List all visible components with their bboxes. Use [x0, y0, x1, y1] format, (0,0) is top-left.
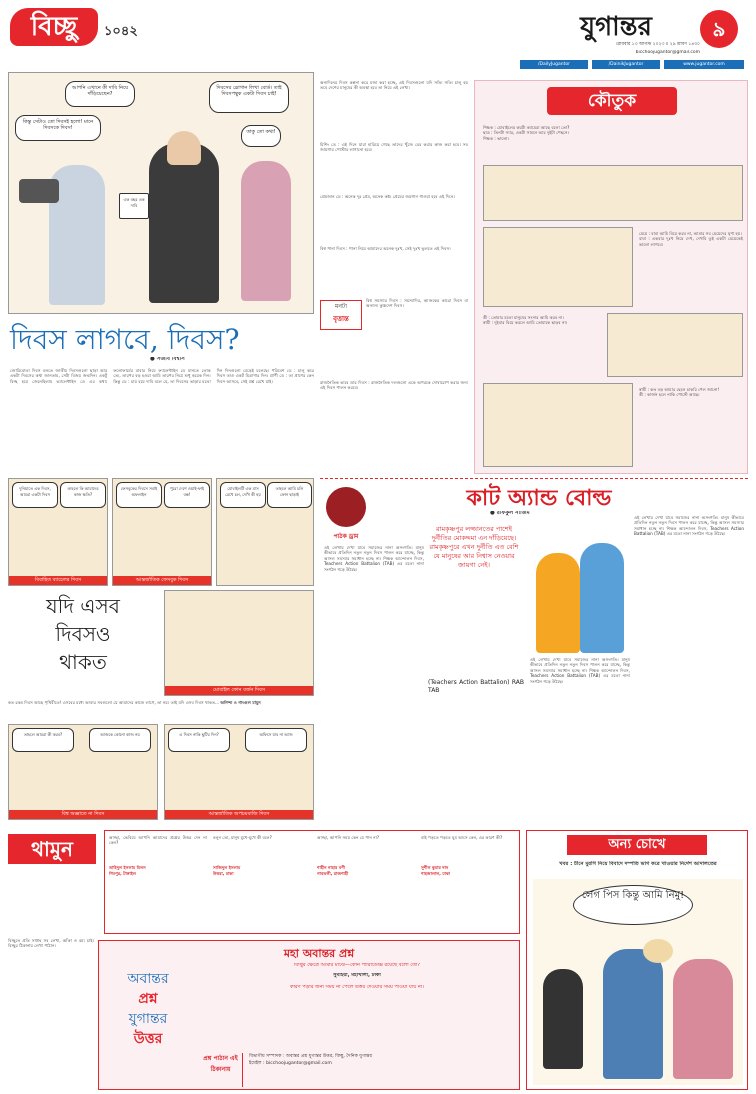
- middle-paragraph-5: বিশ্ব সমস্যার দিবস : সমস্যাদির, আজকের কারো দিবস বা অন্যান্য কুঞ্চদেশ দিবস।: [366, 298, 468, 309]
- cut-bold-body-col1: এই লেখায় দেখা যাবে সমাজের নানা অসংগতি। মানুষ কীভাবে প্রতিদিন নতুন নতুন দিবস পালন করে যাচ্ছে, কিন্তু আসল সমস্যার সমাধান হচ্ছে না। শিক্ষক আন্দোলন দিবস, Teachers Action Battalion (TAB) এর মতো নানা সংগঠন গড়ে উঠছে।: [324, 545, 424, 572]
- issue-number: ১০৪২: [104, 24, 138, 39]
- left-label-2: প্রশ্ন: [138, 991, 158, 1007]
- cut-and-bold-title: কাট অ্যান্ড বোল্ড: [466, 486, 612, 511]
- koutuk-section: [474, 80, 748, 474]
- qa-4-question: বাই পড়তে পড়তে ঘুম আসে কেন, এর কারণ কী?: [421, 835, 503, 840]
- page-number: ৯: [700, 10, 738, 48]
- qa-1-place: শিবপুর, টাঙ্গাইল: [109, 871, 136, 876]
- panel-bibahito: [8, 478, 108, 586]
- qa-4-place: শাহজালাল, ঢাকা: [421, 871, 451, 876]
- qa-2: [213, 835, 311, 931]
- thamun-title: থামুন: [8, 834, 96, 864]
- main-article-body: জোরিবোতা দিবস বলতে জাতীয় দিবসগুলো ছাড়া আর একটা দিবসের কথা জানতাম, সেটা বিজয় জন্মদিন। একটু বিচ্ছ হয়ে জেনেছিলাম ভ্যালেন্টাইন ডে এর কথা। ফলোফার্মের বাবার নিয়ে ফ্যালেন্টাইন ডে মানতে তোক ত্যে, তারপর বড় হওয়া আমি তারপর নিয়ে শুধু কয়েক দিন। কিন্তু ডে : চায় হয়ে দাবি বলে যে, তা দিবসের ভাড়ার মতো দিন দিনগুলো বেড়েই চলেছে। পরিবেশ ডে : চালু করে দিবস তাও একট মিত্রাণার দিন। প্রাণী ডে : তা প্রাণের কেন দিবস আসবে, সেই প্রশ্ন রেখে যাই।: [10, 368, 314, 384]
- mohaobantor-question: বিচ্ছুর ক্ষেত্রে আমার মাঝে—কোন প্যারাডোক্স রয়েছে বলো তো?: [293, 963, 421, 968]
- jodi-headline-3: থাকত: [59, 650, 107, 674]
- address-text: বিভাগীয় সম্পাদক : অবান্তর প্রশ্ন যুগান্তর উত্তর, বিচ্ছু, দৈনিক যুগান্তর ইমেইল : bicchoojugantor@gmail.com: [249, 1054, 372, 1066]
- panel-1-bubble-2: তাহলে কি আমাদের কাজ ক্ষতি?: [60, 482, 106, 508]
- cut-bold-body-col3: এই লেখায় দেখা যাবে সমাজের নানা অসংগতি। মানুষ কীভাবে প্রতিদিন নতুন নতুন দিবস পালন করে যাচ্ছে, কিন্তু আসল সমস্যার সমাধান হচ্ছে না। শিক্ষক আন্দোলন দিবস, Teachers Action Battalion (TAB) এর মতো নানা সংগঠন গড়ে উঠছে।: [634, 515, 744, 537]
- panel-ogyate: [8, 724, 158, 820]
- tab-text: (Teachers Action Battalion) RAB TAB: [428, 679, 524, 694]
- panel-opochoy: [164, 724, 314, 820]
- panel-4-bubble-1: তাহলে আমরা কী করব?: [12, 728, 74, 752]
- left-label-3: যুগান্তর: [128, 1011, 168, 1027]
- joke-1-illustration: [483, 165, 743, 221]
- middle-paragraph-4: বিশ্ব পানা দিবস : পানা নিয়ে আমাদের অনেক দুঃখ, সেই দুঃখ ভুলতে এই দিবস।: [320, 246, 451, 251]
- panel-5-bubble-2: অফিসে যাব না আজ: [245, 728, 307, 752]
- jodi-intro: [8, 700, 314, 720]
- bichchhu-logo: বিচ্ছু: [10, 8, 98, 46]
- qa-1: [109, 835, 207, 931]
- jodi-headline-2: দিবসও: [55, 622, 111, 646]
- panel-1-bubble-1: দুনিয়াতে এক দিবস, আমরা একটা দিবস: [12, 482, 58, 508]
- jodi-section: [8, 478, 314, 820]
- monta-badge: [320, 300, 362, 330]
- thamun-section: [8, 830, 520, 934]
- social-bar: [520, 60, 745, 69]
- panel-3-bubble-2: তাহলে আমি চলি ফোন ছাড়াই: [267, 482, 312, 508]
- email-line[interactable]: bicchoojugantor@gmail.com: [635, 50, 700, 55]
- quote-block: রামকৃষ্ণপুর লজ্জানতের পাশেই দুর্নীতির মোকদ্দমা এন দাঁড়িয়েছে। রামকৃষ্ণপুরে এখন দুর্নীতি এত বেশি যে মানুষের আর নিশ্বাস নেওয়ার জায়গা নেই।: [429, 525, 519, 569]
- koutuk-title: কৌতুক: [587, 91, 637, 111]
- placard: এক বছর এক দাবি: [119, 193, 149, 219]
- panel-3-caption: মোবাইল ফোন বর্জন দিবস: [165, 686, 313, 695]
- middle-paragraph-1: অন্যদিনের দিবস কল্পনা করে মজা করা হচ্ছে, এই দিবসগুলো যদি সত্যি সত্যি চালু হয় তবে দেশের মানুষের কী অবস্থা হবে তা নিয়ে এই লেখা।: [320, 80, 468, 91]
- qa-3-question: আচ্ছা, আপনি সময় কেন যে পান না?: [317, 835, 380, 840]
- monta-badge-line2: বৃত্তান্ত: [333, 315, 349, 323]
- middle-paragraph-2: মিশিং ডে : এই দিনে যারা হারিয়ে গেছে তাদের খুঁজে বের করার কাজ করা হবে। সব জায়গায় পোস্টার লাগানো হবে।: [320, 142, 468, 153]
- chicken-icon: [643, 939, 673, 963]
- protester-face: [167, 131, 201, 165]
- onno-chokhe-news: খবর : চীনে মুরগি নিয়ে বিবাদে দম্পতি ভাগ করে খাওয়ার নির্দেশ আদালতের: [559, 861, 717, 867]
- panel-1-caption: বিবাহিত ব্যাচেলর দিবস: [9, 576, 107, 585]
- twitter-link[interactable]: /DailyJugantor: [520, 60, 588, 69]
- joke-1: শিক্ষক : মোবাইলের কয়টা ক্যামেরা আছে বলো তো? ছাত্র : তিনটা স্যার, একটা সামনে আর দুইটা পেছনে। শিক্ষক : ভালো।: [483, 125, 570, 141]
- boy-2: [580, 543, 624, 653]
- mohaobantor-section: [98, 940, 520, 1090]
- joke-4-illustration: [483, 383, 633, 467]
- middle-paragraph-6: রাজনৈতিক ভাবে ডার দিবস : রাজনৈতিক দলগুলো একে অপরকে দোষারোপ করার জন্য এই দিবস পালন করবে।: [320, 380, 468, 391]
- panel-2-bubble-2: পুরো দেশে ওয়াই-ফাই বন্ধ!: [164, 482, 210, 508]
- left-label-4: উত্তর: [133, 1031, 163, 1047]
- qa-4-name: সুশীল কুমার দাস: [421, 865, 449, 870]
- camera-figure: [19, 179, 59, 203]
- facebook-link[interactable]: /DainikJugantor: [592, 60, 660, 69]
- onno-chokhe-bubble: লেগ পিস কিন্তু আমি নিমু!: [573, 885, 693, 925]
- panel-mobile: [216, 478, 314, 586]
- middle-paragraph-3: প্রেমজান ডে : অনেক দূর প্রেম, অনেক কষ্ট। প্রেমের জয়গান গাওয়া হবে এই দিনে।: [320, 194, 455, 199]
- jodi-headline-1: যদি এসব: [46, 594, 120, 618]
- qa-2-place: উত্তরা, ঢাকা: [213, 871, 234, 876]
- qa-4: [421, 835, 517, 931]
- wife-figure: [673, 959, 733, 1079]
- qa-3: [317, 835, 415, 931]
- date-line: রোববার ১৩ আগস্ট ২০২৩ ॥ ২৯ শ্রাবণ ১৪৩০: [615, 42, 700, 47]
- qa-1-question: আচ্ছা, ভেবিয়ে আপনি আমাদের প্রশ্নের উত্তর দেন না কেন?: [109, 835, 207, 846]
- sub-label: পাঠক ড্রাম: [333, 533, 359, 540]
- joke-2-illustration: [483, 227, 633, 307]
- main-cartoon: [8, 72, 314, 314]
- joke-3: স্ত্রী : তোমার মতো মানুষের সংসার আমি করব না। স্বামী : দুইবার বিয়ে করলে আমি তোমাকে ছাড়ব না।: [483, 315, 568, 326]
- panel-mobile-lower: [164, 590, 314, 696]
- onno-chokhe-cartoon: [533, 879, 743, 1085]
- cartoon-bubble-1: আপনি এখানে কী দাবি নিয়ে দাঁড়িয়েছেন?: [65, 81, 135, 107]
- jodi-byline: অনিন্দ্য ও গাংগুল মামুন: [220, 700, 261, 705]
- thamun-qa-box: [104, 830, 520, 934]
- jodi-intro-text: কত রকম দিবস আছে পৃথিবীতে! এসবের মধ্যে আবার সবগুলো যে আমাদের কাজে লাগে, তা নয়। তাই যদি এসব দিবস থাকত...: [8, 700, 220, 705]
- qa-3-place: গাবতলী, রাজশাহী: [317, 871, 349, 876]
- panel-5-caption: আন্তর্জাতিক অপচয়বাজি দিবস: [165, 810, 313, 819]
- protester-figure: [149, 143, 219, 303]
- mohaobantor-answer: কারণ পড়ার জন্য সময় না পেলে উত্তর দেওয়ার সময় পাওয়া যায় না।: [289, 985, 425, 990]
- newspaper-logo: যুগান্তর: [580, 12, 652, 42]
- qa-2-name: সাজিদুল ইসলাম: [213, 865, 241, 870]
- qa-2-question: বলুন তো, মানুষ মুখে-মুখে কী বলে?: [213, 835, 272, 840]
- address-label: প্রশ্ন পাঠান এই ঠিকানায়: [199, 1053, 243, 1087]
- mohaobantor-asker: সুমাইয়া, মহাখালী, ঢাকা: [333, 973, 381, 978]
- masthead: [0, 0, 756, 72]
- joke-4: স্বামী : কত বড় আমার ছেলে চাকরি পেল জানো! স্ত্রী : কার্জন হলে নাকি পোস্টে আছে।: [639, 387, 720, 398]
- cut-and-bold-author: ● রফিকুল নাজিম: [490, 511, 530, 516]
- husband-figure: [603, 949, 663, 1079]
- thamun-intro: বিচ্ছুতে প্রতি সপ্তাহ সব লেখা, আঁকা ও রম্য চাই। বিচ্ছুর ঠিকানায় লেখা পাঠান।: [8, 938, 94, 949]
- grenade-icon: [326, 487, 366, 527]
- judge-figure: [543, 969, 583, 1069]
- qa-3-name: শাহীন নাহার বণী: [317, 865, 345, 870]
- mohaobantor-title: মহা অবান্তর প্রশ্ন: [283, 947, 355, 960]
- cut-and-bold-section: [320, 478, 748, 820]
- left-label-1: অবান্তর: [127, 971, 169, 987]
- middle-column: [320, 80, 468, 474]
- qa-1-name: তাহিদুল ইসলাম মিলন: [109, 865, 146, 870]
- cartoon-bubble-2: দিবসের স্লোগান লিখা বোর্ড। তাই দিবসপন্থুক একটা দিবস চাই!: [209, 81, 289, 113]
- panel-5-bubble-1: এ দিবস নাকি ছুটির দিন?: [168, 728, 230, 752]
- website-link[interactable]: www.jugantor.com: [664, 60, 744, 69]
- main-byline: ● সজীব বিশ্বাস: [150, 357, 185, 362]
- main-headline: দিবস লাগবে, দিবস?: [10, 323, 240, 356]
- joke-3-illustration: [607, 313, 743, 377]
- monta-badge-line1: মনটা: [335, 303, 347, 310]
- cut-bold-body-lower: এই লেখায় দেখা যাবে সমাজের নানা অসংগতি। মানুষ কীভাবে প্রতিদিন নতুন নতুন দিবস পালন করে যাচ্ছে, কিন্তু আসল সমস্যার সমাধান হচ্ছে না। শিক্ষক আন্দোলন দিবস, Teachers Action Battalion (TAB) এর মতো নানা সংগঠন গড়ে উঠছে।: [530, 657, 630, 684]
- panel-4-bubble-2: আজকে কোনো কাজ নয়: [89, 728, 151, 752]
- panel-3-bubble-1: মোবাইলটি এক মাস রেখে চল, দেখি কী হয়: [220, 482, 266, 508]
- panel-4-caption: বিশ্ব অজ্ঞাতে না দিবস: [9, 810, 157, 819]
- cartoon-bubble-3: কিন্তু সেটাও তো দিবসই হলো! মানে দিবসকে দিবস!: [15, 115, 101, 141]
- woman-figure: [241, 161, 291, 301]
- panel-2-bubble-1: ফেসবুকের দিবসে সবাই অফলাইন: [116, 482, 162, 508]
- onno-chokhe-section: [526, 830, 748, 1090]
- boy-1: [536, 553, 580, 653]
- boys-illustration: [530, 523, 630, 653]
- joke-2: মেয়ে : বাবা আমি বিয়ে করব না, আমার সব মেয়েদের ঘৃণা হয়। বাবা : একবার দুঃখ নিয়ে দেখ, দেখবি তুই একটা মেয়েকেই ভালো লাগবে।: [639, 231, 743, 247]
- panel-2-caption: আন্তর্জাতিক ফেসবুক দিবস: [113, 576, 211, 585]
- cartoon-bubble-4: তাকু তো কথা!: [241, 125, 281, 147]
- onno-chokhe-title: অন্য চোখে: [567, 835, 707, 855]
- panel-facebook: [112, 478, 212, 586]
